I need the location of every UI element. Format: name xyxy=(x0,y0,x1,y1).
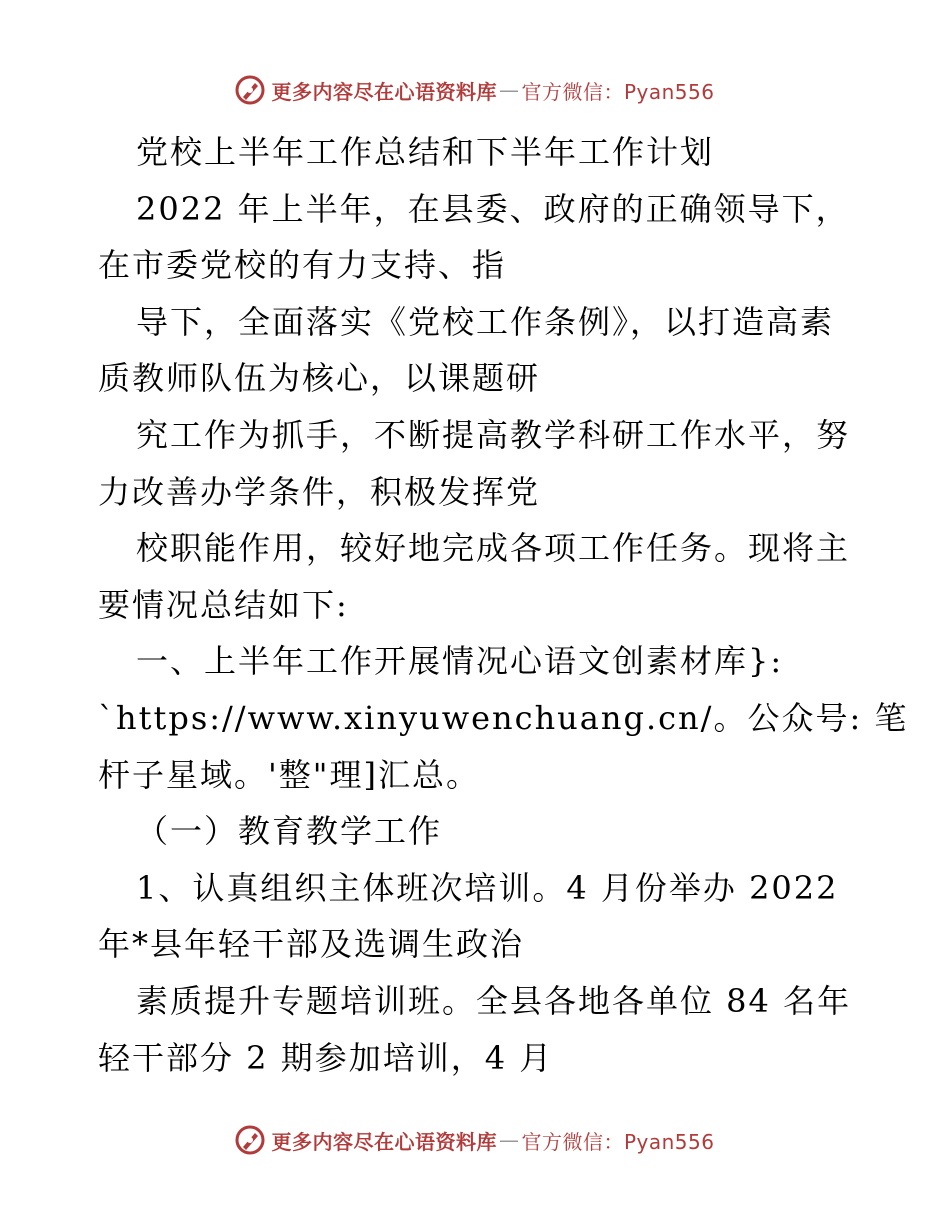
paragraph-line: 年*县年轻干部及选调生政治 xyxy=(98,925,525,964)
subsection-heading: （一）教育教学工作 xyxy=(136,812,443,851)
watermark-text: 更多内容尽在心语资料库 xyxy=(271,79,497,104)
watermark-account: 官方微信：Pyan556 xyxy=(521,79,715,104)
watermark-separator: — xyxy=(498,78,520,102)
document-body xyxy=(98,124,909,1086)
paragraph-line: 力改善办学条件，积极发挥党 xyxy=(98,472,541,511)
section-heading: 一、上半年工作开展情况心语文创素材库}: xyxy=(136,642,784,681)
paragraph-line: 究工作为抓手，不断提高教学科研工作水平，努 xyxy=(136,415,851,454)
paragraph-line: 校职能作用，较好地完成各项工作任务。现将主 xyxy=(136,529,851,568)
paragraph-line: 质教师队伍为核心，以课题研 xyxy=(98,359,541,398)
footer-watermark xyxy=(0,1120,950,1160)
watermark-separator: — xyxy=(498,1128,520,1152)
paragraph-line: 2022 年上半年，在县委、政府的正确领导下， xyxy=(136,189,850,228)
paragraph-line: 杆子星域。'整"理]汇总。 xyxy=(98,755,481,794)
document-title: 党校上半年工作总结和下半年工作计划 xyxy=(136,133,715,171)
paragraph-line: 在市委党校的有力支持、指 xyxy=(98,246,507,285)
paragraph-line: 导下，全面落实《党校工作条例》，以打造高素 xyxy=(136,302,835,341)
paragraph-line: 1、认真组织主体班次培训。4 月份举办 2022 xyxy=(136,868,839,907)
paragraph-line: `https://www.xinyuwenchuang.cn/。公众号: 笔 xyxy=(98,698,909,737)
pen-logo-icon xyxy=(235,1125,265,1155)
watermark-text: 更多内容尽在心语资料库 xyxy=(271,1129,497,1154)
watermark-account: 官方微信：Pyan556 xyxy=(521,1129,715,1154)
paragraph-line: 轻干部分 2 期参加培训，4 月 xyxy=(98,1038,554,1077)
header-watermark xyxy=(0,70,950,110)
paragraph-line: 要情况总结如下: xyxy=(98,585,349,624)
paragraph-line: 素质提升专题培训班。全县各地各单位 84 名年 xyxy=(136,981,852,1020)
pen-logo-icon xyxy=(235,75,265,105)
